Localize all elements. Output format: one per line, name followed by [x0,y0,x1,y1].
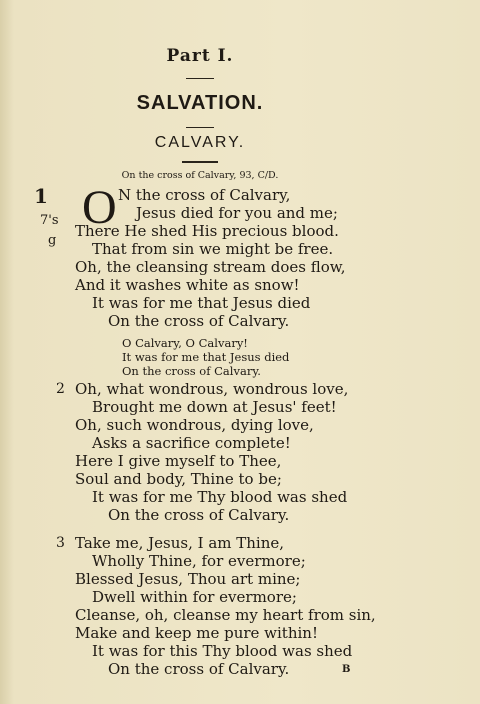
verse2-line-2: Brought me down at Jesus' feet! [92,398,337,416]
verse2-line-8: On the cross of Calvary. [108,506,290,524]
verse1-line-1: N the cross of Calvary, [118,186,291,204]
verse2-line-5: Here I give myself to Thee, [75,452,282,470]
verse2-line-6: Soul and body, Thine to be; [75,470,282,488]
chorus-line-2: It was for me that Jesus died [122,350,290,364]
verse2-line-1: Oh, what wondrous, wondrous love, [75,380,349,398]
margin-note-key: g [48,233,57,248]
verse3-line-8: On the cross of Calvary. [108,660,290,678]
verse3-line-7: It was for this Thy blood was shed [92,642,353,660]
verse3-line-6: Make and keep me pure within! [75,624,318,642]
verse3-line-4: Dwell within for evermore; [92,588,297,606]
verse1-line-7: It was for me that Jesus died [92,294,311,312]
tune-note: On the cross of Calvary, 93, C/D. [121,170,279,181]
signature-mark: B [342,664,351,675]
verse1-line-6: And it washes white as snow! [75,276,300,294]
verse2-line-7: It was for me Thy blood was shed [92,488,348,506]
part-rule [186,78,214,79]
verse1-line-3: There He shed His precious blood. [75,222,339,240]
verse2-line-4: Asks a sacrifice complete! [92,434,291,452]
drop-cap: O [82,181,117,234]
verse1-line-5: Oh, the cleansing stream does flow, [75,258,346,276]
verse3-line-2: Wholly Thine, for evermore; [92,552,306,570]
section-heading: SALVATION. [136,92,264,114]
verse1-line-2: Jesus died for you and me; [136,204,338,222]
verse3-number: 3 [56,535,65,551]
section-rule [186,127,214,128]
verse1-line-8: On the cross of Calvary. [108,312,290,330]
part-heading: Part I. [166,46,234,66]
hymn-number: 1 [34,184,48,208]
verse2-line-3: Oh, such wondrous, dying love, [75,416,314,434]
margin-note-meter: 7's [40,213,59,228]
chorus-line-3: On the cross of Calvary. [122,364,261,378]
verse3-line-3: Blessed Jesus, Thou art mine; [75,570,301,588]
chorus-line-1: O Calvary, O Calvary! [122,336,248,350]
hymn-title: CALVARY. [154,134,246,151]
verse3-line-5: Cleanse, oh, cleanse my heart from sin, [75,606,376,624]
hymn-rule [182,161,218,163]
verse3-line-1: Take me, Jesus, I am Thine, [75,534,285,552]
verse2-number: 2 [56,381,65,397]
verse1-line-4: That from sin we might be free. [92,240,334,258]
